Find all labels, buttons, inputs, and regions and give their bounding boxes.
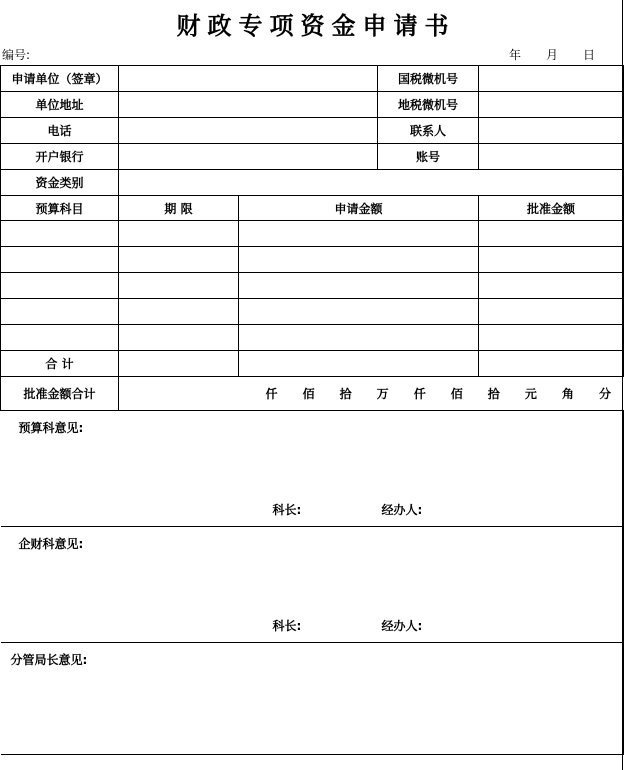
requested-cell[interactable]	[239, 299, 479, 325]
table-row	[1, 273, 624, 299]
fund-type-row	[1, 170, 624, 196]
requested-cell[interactable]	[239, 273, 479, 299]
unit-jiao: 角	[561, 387, 574, 401]
period-cell[interactable]	[119, 247, 239, 273]
budget-opinion-label: 预算科意见:	[18, 421, 84, 435]
period-cell[interactable]	[119, 299, 239, 325]
approved-total-amount[interactable]	[119, 377, 624, 411]
requested-cell[interactable]	[239, 247, 479, 273]
unit-yuan: 元	[524, 387, 537, 401]
info-row	[1, 144, 624, 170]
approved-cell[interactable]	[479, 247, 624, 273]
unit-fen: 分	[598, 387, 611, 401]
enterprise-opinion-label: 企财科意见:	[18, 537, 84, 551]
subject-cell[interactable]	[1, 325, 119, 351]
approved-cell[interactable]	[479, 273, 624, 299]
form-title: 财政专项资金申请书	[176, 11, 456, 40]
table-row	[1, 299, 624, 325]
period-cell[interactable]	[119, 325, 239, 351]
director-opinion-box[interactable]	[1, 643, 624, 755]
requested-cell[interactable]	[239, 325, 479, 351]
local-tax-id-field[interactable]	[479, 92, 624, 118]
bank-label: 开户银行	[1, 144, 119, 170]
right-border-line	[622, 0, 623, 770]
unit-wan: 万	[376, 387, 389, 401]
approved-cell[interactable]	[479, 325, 624, 351]
contact-field[interactable]	[479, 118, 624, 144]
contact-label: 联系人	[378, 118, 479, 144]
approved-cell[interactable]	[479, 299, 624, 325]
header-approved: 批准金额	[479, 196, 624, 221]
period-cell[interactable]	[119, 273, 239, 299]
unit-shi: 拾	[487, 387, 500, 401]
day-label: 日	[583, 48, 596, 62]
unit-bai: 佰	[302, 387, 315, 401]
director-opinion-label: 分管局长意见:	[10, 653, 88, 667]
national-tax-id-field[interactable]	[479, 66, 624, 92]
bank-field[interactable]	[119, 144, 378, 170]
info-row	[1, 118, 624, 144]
year-label: 年	[509, 48, 522, 62]
amount-table-header	[1, 196, 624, 221]
account-field[interactable]	[479, 144, 624, 170]
enterprise-chief-label: 科长:	[272, 619, 302, 633]
account-label: 账号	[378, 144, 479, 170]
unit-address-field[interactable]	[119, 92, 378, 118]
enterprise-opinion-row	[1, 527, 624, 643]
unit-address-label: 单位地址	[1, 92, 119, 118]
applicant-unit-field[interactable]	[119, 66, 378, 92]
amount-unit-labels	[119, 385, 624, 402]
table-row	[1, 325, 624, 351]
subject-cell[interactable]	[1, 221, 119, 247]
budget-opinion-box[interactable]	[1, 411, 624, 527]
period-cell[interactable]	[119, 221, 239, 247]
applicant-unit-label: 申请单位（签章）	[1, 66, 119, 92]
unit-bai: 佰	[450, 387, 463, 401]
director-opinion-row	[1, 643, 624, 755]
fund-type-label: 资金类别	[1, 170, 119, 196]
table-row	[1, 221, 624, 247]
unit-qian: 仟	[265, 387, 278, 401]
budget-chief-label: 科长:	[272, 503, 302, 517]
budget-handler-label: 经办人:	[381, 503, 423, 517]
total-requested-cell[interactable]	[239, 351, 479, 377]
phone-label: 电话	[1, 118, 119, 144]
form-table	[0, 65, 624, 755]
total-approved-cell[interactable]	[479, 351, 624, 377]
info-row	[1, 92, 624, 118]
national-tax-id-label: 国税微机号	[378, 66, 479, 92]
approved-cell[interactable]	[479, 221, 624, 247]
fund-type-field[interactable]	[119, 170, 624, 196]
header-period: 期 限	[119, 196, 239, 221]
approved-total-label: 批准金额合计	[1, 377, 119, 411]
header-requested: 申请金额	[239, 196, 479, 221]
total-period-cell[interactable]	[119, 351, 239, 377]
enterprise-opinion-box[interactable]	[1, 527, 624, 643]
unit-qian: 仟	[413, 387, 426, 401]
approved-total-row	[1, 377, 624, 411]
local-tax-id-label: 地税微机号	[378, 92, 479, 118]
table-row	[1, 247, 624, 273]
number-label: 编号:	[2, 48, 31, 62]
subject-cell[interactable]	[1, 247, 119, 273]
phone-field[interactable]	[119, 118, 378, 144]
budget-opinion-row	[1, 411, 624, 527]
unit-shi: 拾	[339, 387, 352, 401]
subject-cell[interactable]	[1, 299, 119, 325]
enterprise-handler-label: 经办人:	[381, 619, 423, 633]
requested-cell[interactable]	[239, 221, 479, 247]
total-label: 合 计	[1, 351, 119, 377]
subject-cell[interactable]	[1, 273, 119, 299]
month-label: 月	[546, 48, 559, 62]
total-row	[1, 351, 624, 377]
header-subject: 预算科目	[1, 196, 119, 221]
info-row	[1, 66, 624, 92]
